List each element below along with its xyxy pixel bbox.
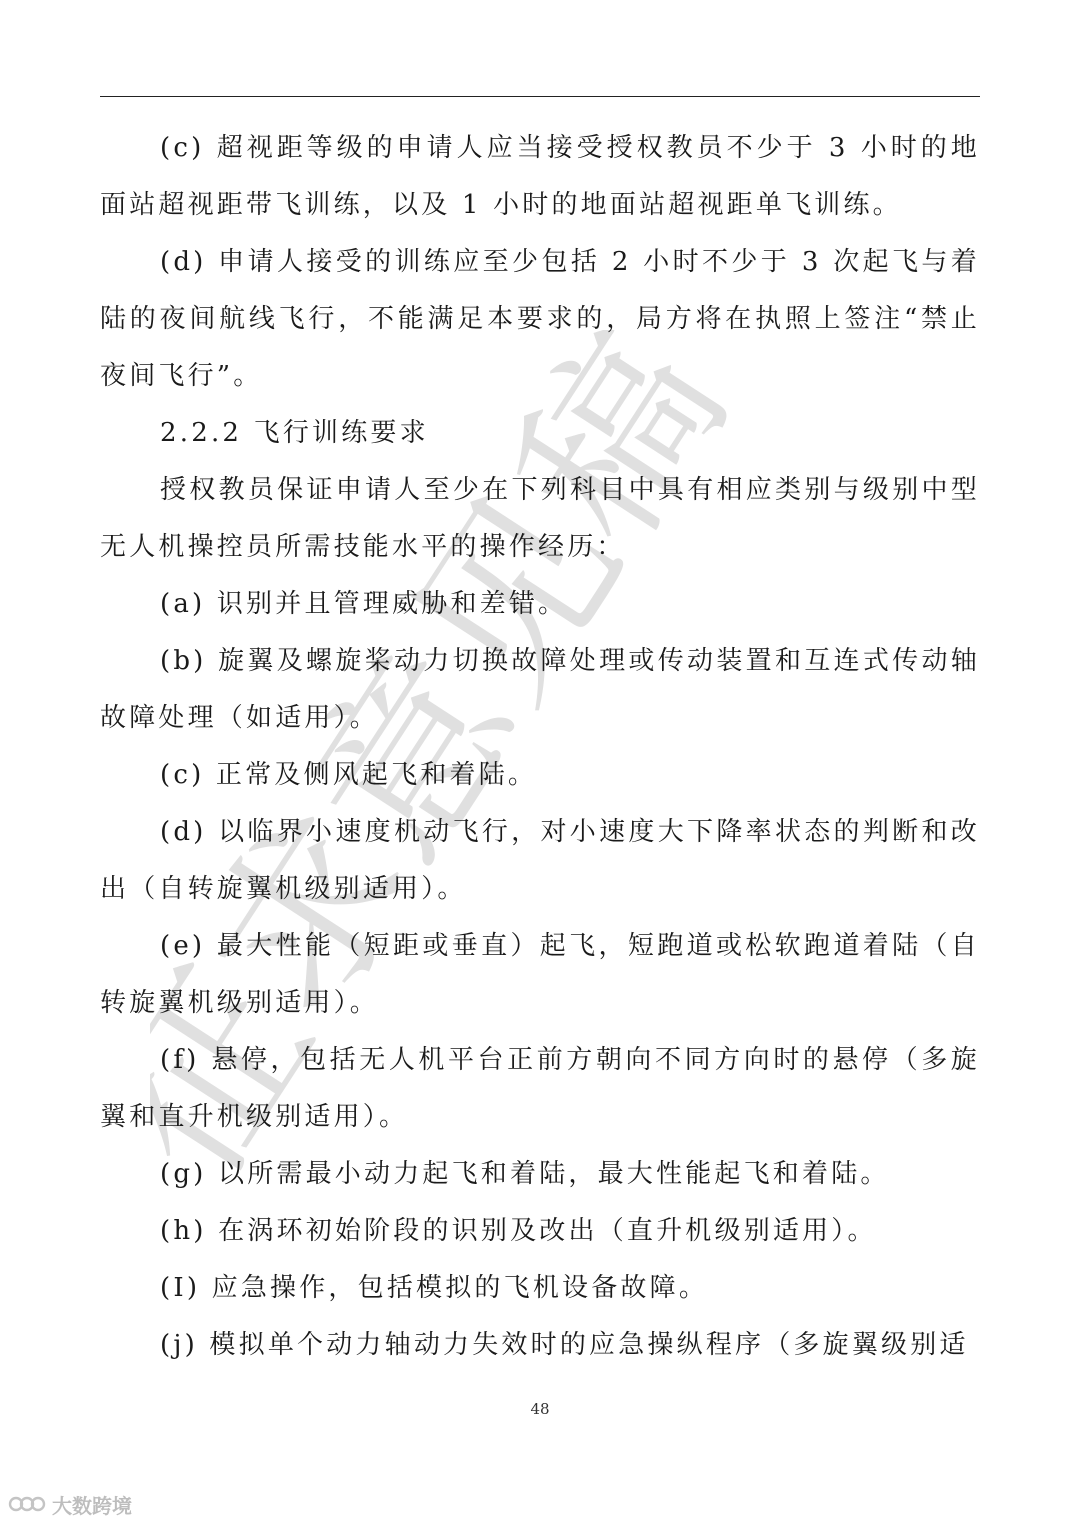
list-item-i: (I) 应急操作，包括模拟的飞机设备故障。 [160,1273,709,1303]
page-number: 48 [530,1400,550,1418]
paragraph-d: (d) 申请人接受的训练应至少包括 2 小时不少于 3 次起飞与着陆的夜间航线飞行，不能满足本要求的，局方将在执照上签注“禁止夜间飞行”。 [100,247,980,391]
paragraph-c: (c) 超视距等级的申请人应当接受授权教员不少于 3 小时的地面站超视距带飞训练，以及 1 小时的地面站超视距单飞训练。 [100,133,980,220]
brand-logo-icon [8,1493,46,1515]
list-item-e: (e) 最大性能（短距或垂直）起飞，短跑道或松软跑道着陆（自转旋翼机级别适用）。 [100,931,980,1018]
document-body [100,120,980,1374]
section-heading: 2.2.2 飞行训练要求 [160,418,429,448]
section-intro: 授权教员保证申请人至少在下列科目中具有相应类别与级别中型无人机操控员所需技能水平的操作经历： [100,475,980,562]
list-item-b: (b) 旋翼及螺旋桨动力切换故障处理或传动装置和互连式传动轴故障处理（如适用）。 [100,646,980,733]
list-item-f: (f) 悬停，包括无人机平台正前方朝向不同方向时的悬停（多旋翼和直升机级别适用）。 [100,1045,980,1132]
list-item-j: (j) 模拟单个动力轴动力失效时的应急操纵程序（多旋翼级别适 [160,1330,969,1360]
watermark-text: 征求意见稿 [150,330,766,1215]
list-item-a: (a) 识别并且管理威胁和差错。 [160,589,568,619]
footer-brand [8,1488,132,1520]
list-item-h: (h) 在涡环初始阶段的识别及改出（直升机级别适用）。 [160,1216,877,1246]
brand-name: 大数跨境 [52,1493,132,1518]
header-rule [100,96,980,97]
list-item-d: (d) 以临界小速度机动飞行，对小速度大下降率状态的判断和改出（自转旋翼机级别适用）。 [100,817,980,904]
list-item-g: (g) 以所需最小动力起飞和着陆，最大性能起飞和着陆。 [160,1159,890,1189]
list-item-c: (c) 正常及侧风起飞和着陆。 [160,760,538,790]
